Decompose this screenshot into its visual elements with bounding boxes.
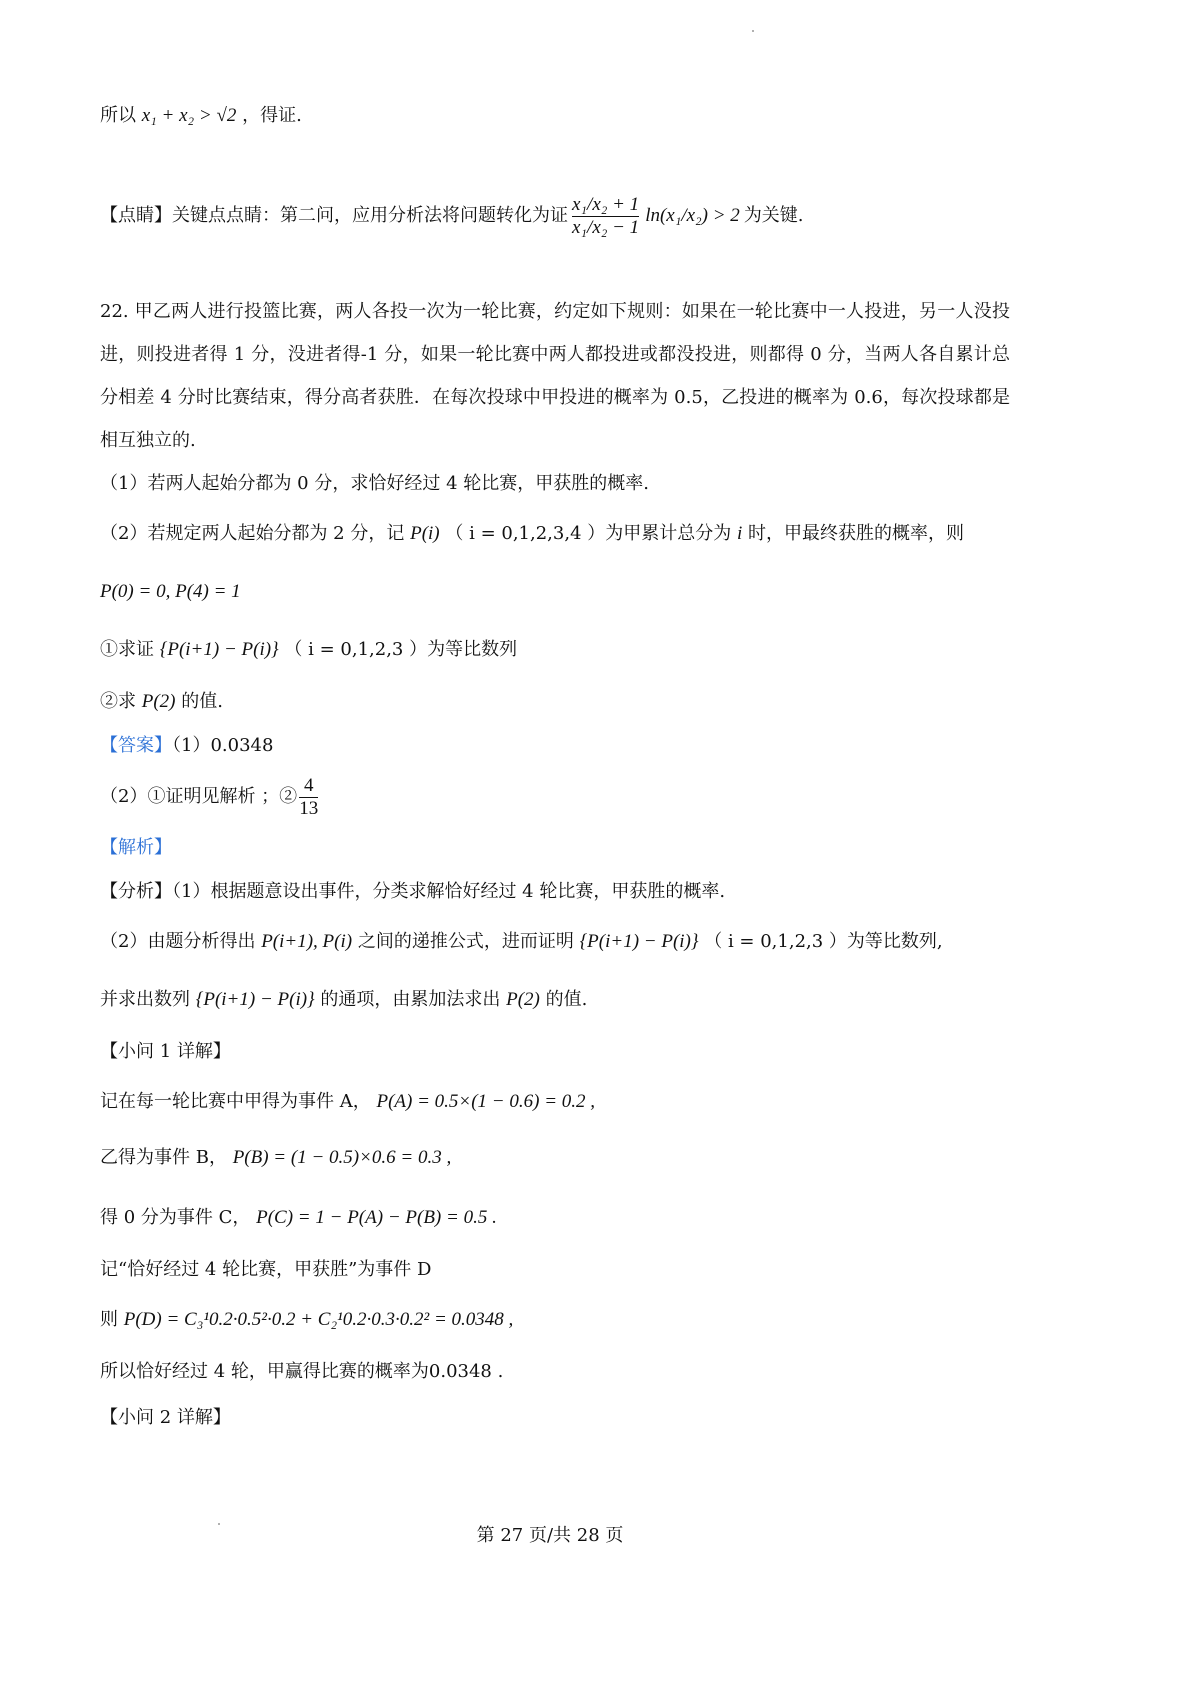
q1-line1: [100, 1090, 595, 1114]
q1-l1-formula: P(A) = 0.5×(1 − 0.6) = 0.2 ,: [376, 1091, 596, 1112]
sub2-text-a: ②求: [100, 691, 136, 712]
fenxi2-sequence: {P(i+1) − P(i)}: [579, 931, 699, 952]
q1-title: 【小问 1 详解】: [100, 1041, 231, 1062]
fenxi-tag: 【分析】: [100, 881, 172, 902]
conclusion-prefix: 所以: [100, 105, 136, 126]
q1-l5-text: 则: [100, 1309, 118, 1330]
conclusion-expr: x₁ + x₂ > √2: [141, 105, 237, 126]
q1-l1-text: 记在每一轮比赛中甲得为事件 A，: [100, 1091, 371, 1112]
question-part2: [100, 522, 964, 546]
q1-l3-text: 得 0 分为事件 C，: [100, 1207, 251, 1228]
q1-line6: 所以恰好经过 4 轮，甲赢得比赛的概率为0.0348 .: [100, 1361, 504, 1382]
part2-text-a: （2）若规定两人起始分都为 2 分，记: [100, 523, 405, 544]
fenxi3-sequence: {P(i+1) − P(i)}: [195, 989, 315, 1010]
answer-fraction: [299, 776, 318, 819]
q1-line4: 记“恰好经过 4 轮比赛，甲获胜”为事件 D: [100, 1259, 432, 1280]
answer-part2: [100, 772, 320, 822]
analysis-tag: 【解析】: [100, 837, 172, 858]
part2-func: P(i): [410, 523, 440, 544]
sub2-text-c: 的值.: [181, 691, 223, 712]
question-condition: P(0) = 0, P(4) = 1: [100, 581, 241, 602]
page-footer: 第 27 页/共 28 页: [476, 1525, 624, 1546]
fenxi-line1: [100, 880, 725, 904]
fenxi-line3: [100, 988, 587, 1012]
fenxi3-text-a: 并求出数列: [100, 989, 190, 1010]
question-22: 22. 甲乙两人进行投篮比赛，两人各投一次为一轮比赛，约定如下规则：如果在一轮比赛中一人投进，另一人没投进，则投进者得 1 分，没进者得-1 分，如果一轮比赛中两人都投进或都没投进，则都得 0 分，当两人各自累计总分相差 4 分时比赛结束，得分高者获胜．在每次投球中甲投进的概率为 0.5，乙投进的概率为 0.6，每次投球都是相互独立的.: [100, 301, 1010, 451]
fenxi-line2: [100, 930, 943, 954]
fenxi2-text-c: 之间的递推公式，进而证明: [357, 931, 574, 952]
part2-text-e: 时，甲最终获胜的概率，则: [748, 523, 964, 544]
scan-speck: [752, 30, 754, 32]
part2-text-c: （ i = 0,1,2,3,4 ）为甲累计总分为: [445, 523, 732, 544]
q1-l5-formula: P(D) = C₃¹0.2·0.5²·0.2 + C₂¹0.2·0.3·0.2² = 0.0348 ,: [123, 1309, 514, 1330]
answer-tag: 【答案】: [100, 735, 172, 756]
q1-l3-formula: P(C) = 1 − P(A) − P(B) = 0.5 .: [256, 1207, 497, 1228]
q1-line5: [100, 1308, 513, 1332]
q2-title: 【小问 2 详解】: [100, 1407, 231, 1428]
q1-l2-formula: P(B) = (1 − 0.5)×0.6 = 0.3 ,: [232, 1147, 452, 1168]
question-sub1: [100, 638, 517, 662]
sub1-text-a: ①求证: [100, 639, 154, 660]
conclusion-suffix: ，得证.: [242, 105, 302, 126]
fenxi2-funcs: P(i+1), P(i): [261, 931, 353, 952]
question-part1: （1）若两人起始分都为 0 分，求恰好经过 4 轮比赛，甲获胜的概率.: [100, 473, 649, 494]
answer-line: [100, 734, 273, 758]
dianjing-suffix: 为关键.: [743, 205, 804, 226]
fraction-numerator: x₁/x₂ + 1: [572, 193, 640, 215]
question-sub2: [100, 690, 223, 714]
conclusion-line: [100, 104, 302, 128]
q1-line3: [100, 1206, 497, 1230]
answer-part2-text: （2）①证明见解析 ；②: [100, 786, 298, 807]
fenxi3-text-c: 的通项，由累加法求出: [320, 989, 501, 1010]
dianjing-ln: ln(x₁/x₂) > 2: [645, 205, 740, 226]
q1-l2-text: 乙得为事件 B，: [100, 1147, 227, 1168]
sub1-text-c: （ i = 0,1,2,3 ）为等比数列: [284, 639, 518, 660]
dianjing-line: [100, 166, 804, 266]
answer-fraction-numerator: 4: [303, 774, 314, 796]
sub1-sequence: {P(i+1) − P(i)}: [159, 639, 279, 660]
answer-fraction-denominator: 13: [299, 797, 319, 819]
fraction-denominator: x₁/x₂ − 1: [572, 216, 640, 238]
fenxi3-text-e: 的值.: [545, 989, 588, 1010]
fenxi2-text-e: （ i = 0,1,2,3 ）为等比数列,: [704, 931, 943, 952]
dianjing-fraction: [572, 195, 639, 238]
fenxi-text1: （1）根据题意设出事件，分类求解恰好经过 4 轮比赛，甲获胜的概率.: [172, 881, 726, 902]
q1-line2: [100, 1146, 451, 1170]
dianjing-text: 关键点点睛：第二问，应用分析法将问题转化为证: [172, 205, 568, 226]
sub2-func: P(2): [141, 691, 176, 712]
dianjing-tag: 【点睛】: [100, 205, 172, 226]
fenxi3-func: P(2): [506, 989, 540, 1010]
fenxi2-text-a: （2）由题分析得出: [100, 931, 256, 952]
part2-var: i: [736, 523, 743, 544]
answer-part1: （1）0.0348: [172, 735, 274, 756]
